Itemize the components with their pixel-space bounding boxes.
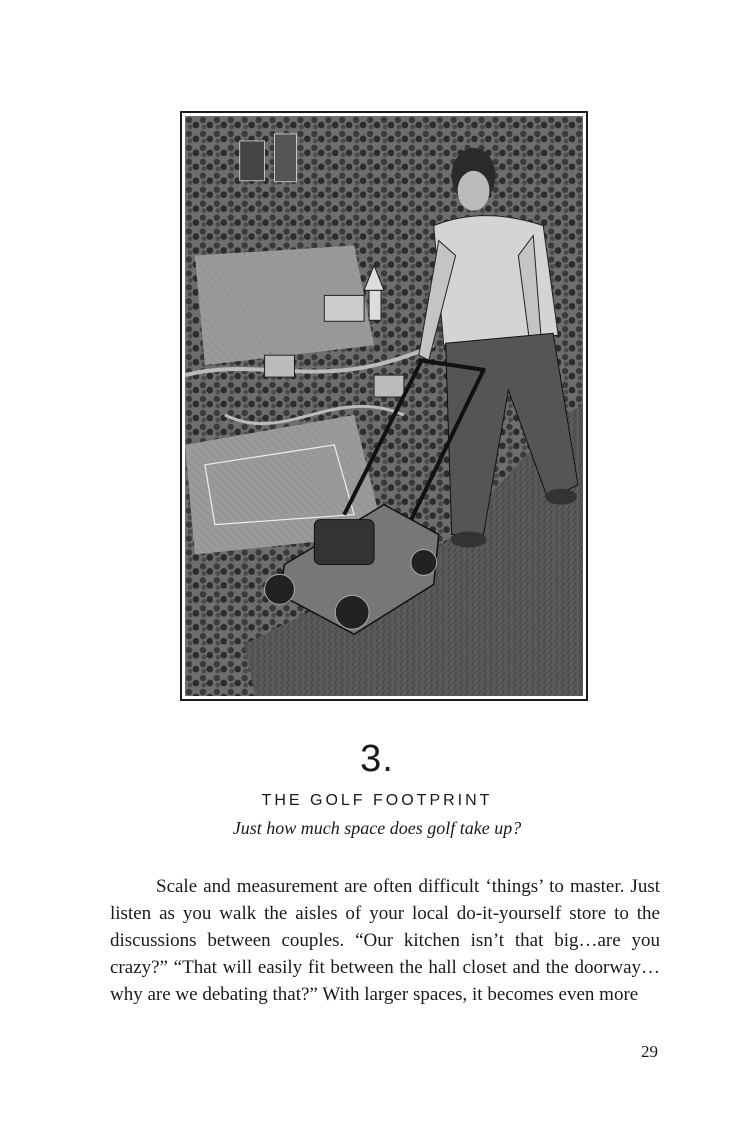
- chapter-number: 3.: [360, 738, 394, 780]
- chapter-illustration: [180, 111, 588, 701]
- page-number: 29: [641, 1042, 658, 1061]
- body-paragraph: Scale and measurement are often difficult ‘things’ to master. Just listen as you walk the aisles of your local do-it-yourself store to the discussions between couples. “Our kitchen isn’t that big…are you crazy?” “That will easily fit between the hall closet and the doorway… why are we debating that?” With larger spaces, it becomes even more: [110, 876, 660, 1005]
- illustration-artwork: [185, 116, 583, 696]
- chapter-title: THE GOLF FOOTPRINT: [261, 792, 493, 809]
- chapter-subtitle: Just how much space does golf take up?: [232, 818, 522, 838]
